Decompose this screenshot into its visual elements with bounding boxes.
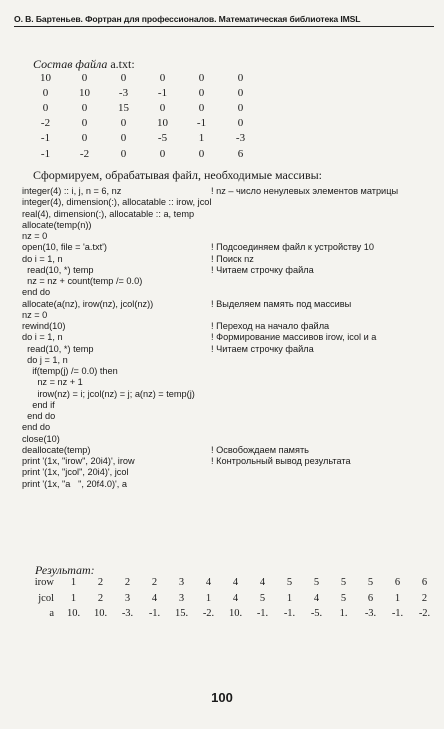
results-row-label: a [49,608,54,620]
code-text: end do [22,411,56,421]
code-text: open(10, file = 'a.txt') [22,242,107,253]
matrix-cell: 0 [81,71,88,84]
results-cell: 5 [286,577,293,589]
matrix-cell: 6 [237,147,244,160]
results-cell: 2 [151,577,158,589]
matrix-row [26,146,260,161]
matrix-cell: 0 [120,147,127,160]
matrix-cell: 0 [198,147,205,160]
code-text: nz = nz + count(temp /= 0.0) [22,276,143,286]
code-text: do i = 1, n [22,332,63,343]
matrix-cell: 0 [198,101,205,114]
results-cell: 2 [421,592,428,604]
results-cell: 4 [232,592,239,604]
code-line [22,220,438,231]
results-cell: 5 [259,592,266,604]
matrix-cell: -2 [79,147,90,160]
code-comment: ! Переход на начало файла [211,321,330,331]
matrix-cell: -1 [157,86,168,99]
code-line [22,242,438,253]
matrix-cell: -1 [196,117,207,130]
code-line [22,254,438,265]
code-text: close(10) [22,433,60,444]
code-line [22,377,438,388]
results-cell: 4 [205,577,212,589]
results-cell: -2. [202,608,215,620]
results-row [18,591,438,607]
code-comment: ! Освобождаем память [211,444,309,455]
matrix-cell: 0 [120,71,127,84]
code-text: end do [22,287,51,298]
matrix-cell: 1 [198,132,205,145]
results-cell: 1. [339,608,348,620]
matrix-cell: 0 [120,132,127,145]
intro-paragraph: Сформируем, обрабатывая файл, необходимые массивы: [33,168,323,182]
matrix-cell: 0 [159,71,166,84]
code-comment: ! nz – число ненулевых элементов матрицы [211,186,399,196]
code-text: nz = 0 [22,309,48,320]
matrix-cell: -2 [40,117,51,130]
code-comment: ! Поиск nz [211,253,254,264]
code-line [22,332,438,343]
page-number: 100 [211,690,233,705]
results-row [18,575,438,591]
code-text: nz = 0 [22,231,48,241]
code-line [22,299,438,310]
code-text: deallocate(temp) [22,444,91,455]
code-comment: ! Выделяем память под массивы [211,298,352,309]
results-cell: 10. [228,608,243,620]
code-line [22,422,438,433]
code-text: end if [22,399,55,410]
file-caption-label: Состав файла [33,57,108,71]
results-cell: 6 [394,577,401,589]
code-listing [22,186,438,490]
matrix-row [26,100,260,115]
results-cell: -1. [256,608,269,620]
matrix-cell: 0 [159,101,166,114]
code-line [22,479,438,490]
results-cell: -1. [283,608,296,620]
code-line [22,456,438,467]
matrix-cell: -1 [40,132,51,145]
matrix-table [26,70,260,161]
code-text: real(4), dimension(:), allocatable :: a, temp [22,208,195,219]
code-text: print '(1x, "a ", 20f4.0)', a [22,478,128,489]
results-cell: -3. [364,608,377,620]
code-line [22,310,438,321]
code-line [22,344,438,355]
results-cell: 2 [97,577,104,589]
code-line [22,467,438,478]
code-text: allocate(a(nz), irow(nz), jcol(nz)) [22,298,154,309]
code-text: do i = 1, n [22,253,63,264]
code-text: read(10, *) temp [22,264,94,275]
results-cell: 3 [178,592,185,604]
matrix-cell: -5 [157,132,168,145]
results-cell: 1 [70,592,77,604]
matrix-row [26,85,260,100]
matrix-cell: 0 [81,101,88,114]
matrix-cell: 0 [42,86,49,99]
results-cell: 2 [124,577,131,589]
results-cell: 10. [66,608,81,620]
results-cell: 5 [340,592,347,604]
results-cell: 15. [174,608,189,620]
code-text: irow(nz) = i; jcol(nz) = j; a(nz) = temp(j) [22,388,195,399]
matrix-cell: 0 [237,117,244,130]
code-line [22,186,438,197]
code-text: integer(4) :: i, j, n = 6, nz [22,186,122,196]
results-cell: 2 [97,592,104,604]
code-comment: ! Читаем строчку файла [211,264,314,275]
code-text: print '(1x, "irow", 20i4)', irow [22,456,135,466]
matrix-cell: 15 [118,101,129,114]
result-caption: Результат: [35,563,95,577]
code-line [22,434,438,445]
code-line [22,231,438,242]
matrix-cell: 0 [81,117,88,130]
code-text: if(temp(j) /= 0.0) then [22,366,118,376]
code-line [22,411,438,422]
matrix-row [26,131,260,146]
matrix-cell: 0 [198,86,205,99]
file-caption-filename: a.txt: [110,57,135,71]
results-cell: 4 [259,577,266,589]
results-table [18,575,438,622]
code-text: nz = nz + 1 [22,377,83,388]
matrix-row [26,116,260,131]
results-cell: 6 [367,592,374,604]
results-cell: 4 [232,577,239,589]
running-header: О. В. Бартеньев. Фортран для профессионалов. Математическая библиотека IMSL [14,14,434,27]
code-line [22,197,438,208]
results-cell: 6 [421,577,428,589]
matrix-cell: 10 [79,86,90,99]
matrix-cell: 0 [237,71,244,84]
results-cell: -5. [310,608,323,620]
results-row-label: jcol [38,592,54,604]
code-line [22,400,438,411]
matrix-cell: 0 [159,147,166,160]
results-cell: 5 [367,577,374,589]
code-comment: ! Подсоединяем файл к устройству 10 [211,242,374,253]
code-text: read(10, *) temp [22,343,94,354]
matrix-row [26,70,260,85]
results-row-label: irow [34,577,54,589]
results-cell: 1 [286,592,293,604]
code-line [22,366,438,377]
matrix-cell: -1 [40,147,51,160]
code-line [22,209,438,220]
code-line [22,265,438,276]
code-text: end do [22,422,51,433]
code-line [22,321,438,332]
code-text: integer(4), dimension(:), allocatable :: irow, jcol [22,197,212,208]
code-line [22,445,438,456]
matrix-cell: 0 [120,117,127,130]
results-row [18,606,438,622]
code-line [22,355,438,366]
code-text: rewind(10) [22,321,66,331]
code-comment: ! Формирование массивов irow, icol и a [211,332,377,343]
results-cell: 3 [124,592,131,604]
code-line [22,287,438,298]
code-text: allocate(temp(n)) [22,219,92,230]
code-comment: ! Контрольный вывод результата [211,456,351,466]
code-text: print '(1x, "jcol", 20i4)', jcol [22,467,129,478]
results-cell: -2. [418,608,431,620]
results-cell: 4 [313,592,320,604]
results-cell: -1. [391,608,404,620]
results-cell: 3 [178,577,185,589]
results-cell: -1. [148,608,161,620]
results-cell: 1 [394,592,401,604]
matrix-cell: 0 [81,132,88,145]
matrix-cell: 10 [157,117,168,130]
matrix-cell: 0 [237,86,244,99]
results-cell: 4 [151,592,158,604]
matrix-cell: 0 [42,101,49,114]
results-cell: -3. [121,608,134,620]
results-cell: 1 [205,592,212,604]
matrix-cell: 0 [237,101,244,114]
results-cell: 10. [93,608,108,620]
code-line [22,276,438,287]
results-cell: 5 [313,577,320,589]
matrix-cell: 10 [40,71,51,84]
matrix-cell: -3 [118,86,129,99]
matrix-cell: 0 [198,71,205,84]
code-line [22,389,438,400]
results-cell: 1 [70,577,77,589]
results-cell: 5 [340,577,347,589]
code-comment: ! Читаем строчку файла [211,343,314,354]
matrix-cell: -3 [235,132,246,145]
code-text: do j = 1, n [22,354,68,365]
